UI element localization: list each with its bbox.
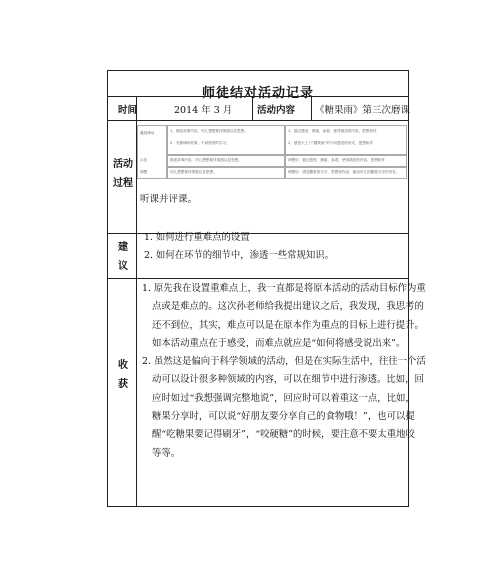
gain-label: 收 获 xyxy=(118,360,128,390)
activity-note: 听课并评课。 xyxy=(140,194,198,205)
list-item: 2. 如何在环节的细节中，渗透一些常规知识。 xyxy=(144,250,335,262)
content-value: 《糖果雨》第三次磨课 xyxy=(315,105,411,116)
text-line: 如本活动重点在于感受，而难点就应是“如何将感受说出来”。 xyxy=(152,337,406,349)
embedded-lesson-table: 播放律动 1、描绘故事内容，幼儿想想要体情感以及思想。 1、描过感受：侧重、参看，使得描述的内容，思想和体 2、安静倾听故事，不同程度的学习， 2、感觉天上下“糖果雨”的不同感觉的形式，思想和作 示范 描述故事内容，幼儿想想要体情感以及思想。 调整后：描过感受：侧重，参看，使得描述的内容，思想和作 调整 幼儿想想要体情感以及思想。 调整后：感觉糖果的分享，思想和作品，能用幼儿的糖果分享的内容， xyxy=(137,125,407,179)
text-line: 糖果分享时，可以说“好朋友要分享自己的食物哦！”，也可以提 xyxy=(152,411,415,423)
record-table xyxy=(107,70,426,507)
content-label: 活动内容 xyxy=(257,105,296,116)
column-divider xyxy=(252,96,253,120)
row-divider xyxy=(108,278,408,279)
row-divider xyxy=(108,96,408,97)
text-line: 动可以设计很多种领域的内容，可以在细节中进行渗透。比如，回 xyxy=(152,374,424,386)
text-line: 等等。 xyxy=(152,447,181,459)
text-line: 点或是难点的。这次孙老师给我提出建议之后，我发现，我思考的 xyxy=(152,301,424,313)
row-divider xyxy=(108,120,408,121)
list-item: 1. 如何进行重难点的设置 xyxy=(144,232,250,243)
text-line: 还不到位，其实，难点可以是在原本作为重点的目标上进行提升。 xyxy=(152,319,424,331)
time-value: 2014 年 3 月 xyxy=(174,105,233,116)
activity-label: 活动 过程 xyxy=(113,159,133,189)
gain-paragraphs xyxy=(142,280,426,463)
page-title: 师徒结对活动记录 xyxy=(201,86,314,101)
text-line: 2. 虽然这是偏向于科学领域的活动，但是在实际生活中，往往一个活 xyxy=(142,356,426,368)
time-label: 时间 xyxy=(118,105,138,116)
suggestion-list xyxy=(144,229,334,266)
text-line: 醒“吃糖果要记得刷牙”，“咬硬糖”的时候，要注意不要太重地咬 xyxy=(152,429,415,441)
text-line: 1. 原先我在设置重难点上，我一直都是将原本活动的活动目标作为重 xyxy=(142,283,426,294)
text-line: 应时如过“我想强调完整地说”，回应时可以着重这一点，比如， xyxy=(152,392,415,404)
column-divider xyxy=(311,96,312,120)
suggestion-label: 建 议 xyxy=(118,242,128,272)
